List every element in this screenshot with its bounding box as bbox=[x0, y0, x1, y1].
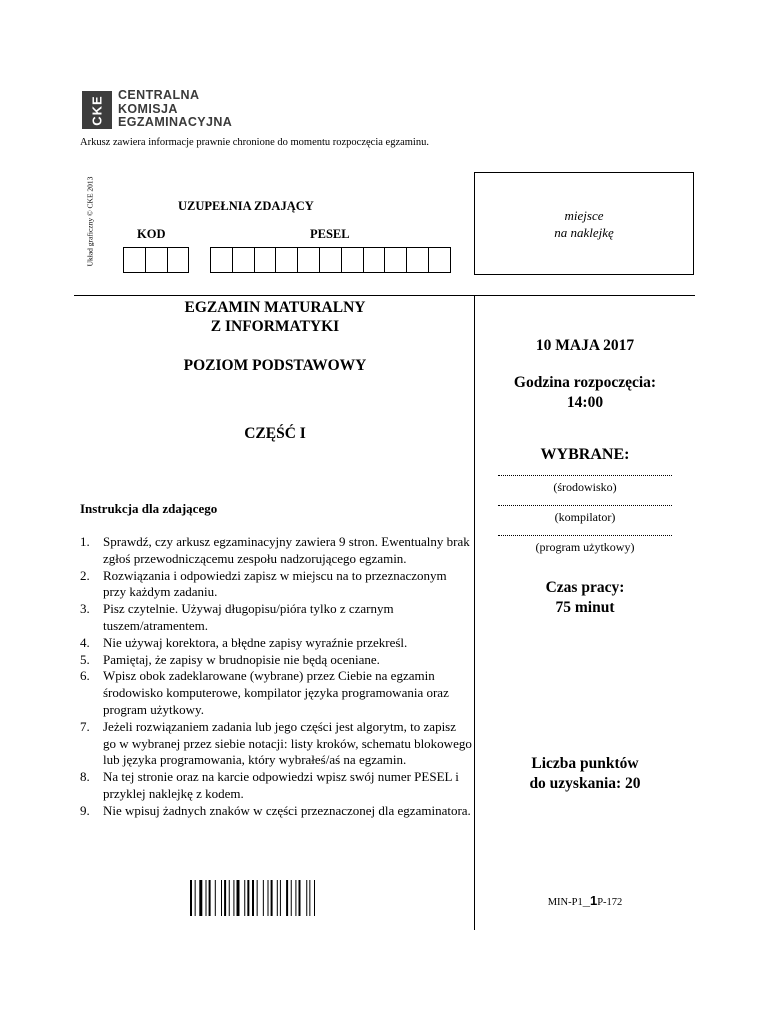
barcode-bar bbox=[252, 880, 254, 916]
logo-line: EGZAMINACYJNA bbox=[118, 115, 233, 129]
barcode-bar bbox=[224, 880, 226, 916]
work-time-value: 75 minut bbox=[555, 599, 615, 616]
pesel-digit-box[interactable] bbox=[364, 247, 386, 273]
sticker-area bbox=[474, 172, 694, 275]
barcode-bar bbox=[291, 880, 292, 916]
barcode-bar bbox=[277, 880, 278, 916]
barcode-bar bbox=[195, 880, 196, 916]
pesel-digit-box[interactable] bbox=[385, 247, 407, 273]
kod-label: KOD bbox=[137, 227, 166, 241]
work-time-label: Czas pracy: bbox=[545, 579, 625, 596]
instruction-item: 8. Na tej stronie oraz na karcie odpowiedzi wpisz swój numer PESEL i przyklej naklejkę z kodem. bbox=[80, 769, 459, 801]
exam-code: MIN-P1_1P-172 bbox=[547, 893, 623, 908]
pesel-boxes[interactable] bbox=[210, 247, 451, 273]
points-label: Liczba punktów bbox=[531, 755, 639, 772]
work-time-block bbox=[476, 578, 694, 618]
horizontal-divider bbox=[74, 295, 695, 296]
barcode-bar bbox=[268, 880, 269, 916]
barcode-bar bbox=[206, 880, 207, 916]
barcode-bar bbox=[280, 880, 281, 916]
compiler-caption: (kompilator) bbox=[554, 510, 616, 524]
barcode-bar bbox=[229, 880, 230, 916]
pesel-digit-box[interactable] bbox=[255, 247, 277, 273]
barcode-bar bbox=[237, 880, 240, 916]
candidate-section-heading: UZUPEŁNIA ZDAJĄCY bbox=[178, 199, 314, 213]
chosen-heading: WYBRANE: bbox=[540, 446, 630, 463]
barcode-bar bbox=[190, 880, 192, 916]
barcode-bar bbox=[244, 880, 245, 916]
instruction-item: 3. Pisz czytelnie. Używaj długopisu/pióra tylko z czarnym tuszem/atramentem. bbox=[80, 601, 394, 633]
instructions-list bbox=[80, 534, 472, 820]
exam-title-line: EGZAMIN MATURALNY bbox=[184, 299, 366, 316]
barcode-bar bbox=[209, 880, 211, 916]
application-line[interactable] bbox=[498, 535, 672, 536]
barcode-bar bbox=[263, 880, 264, 916]
pesel-digit-box[interactable] bbox=[211, 247, 233, 273]
sticker-text: miejsce bbox=[564, 207, 604, 223]
logo-line: KOMISJA bbox=[118, 101, 178, 116]
barcode-bar bbox=[233, 880, 234, 916]
instruction-item: 2. Rozwiązania i odpowiedzi zapisz w miejscu na to przeznaczonym przy każdym zadaniu. bbox=[80, 567, 447, 600]
start-time-label: Godzina rozpoczęcia: bbox=[513, 374, 657, 391]
environment-line[interactable] bbox=[498, 475, 672, 476]
pesel-digit-box[interactable] bbox=[276, 247, 298, 273]
barcode-bar bbox=[215, 880, 216, 916]
barcode-bar bbox=[247, 880, 249, 916]
logo-line: CENTRALNA bbox=[118, 88, 200, 102]
barcode-bar bbox=[286, 880, 288, 916]
barcode-bar bbox=[199, 880, 202, 916]
barcode-bar bbox=[299, 880, 301, 916]
barcode-image bbox=[190, 880, 358, 916]
instruction-item: 1. Sprawdź, czy arkusz egzaminacyjny zawiera 9 stron. Ewentualny brak zgłoś przewodniczącemu zespołu nadzorującego egzamin. bbox=[80, 534, 470, 566]
exam-part: CZĘŚĆ I bbox=[244, 425, 306, 442]
exam-title-line: Z INFORMATYKI bbox=[210, 318, 340, 335]
confidentiality-notice: Arkusz zawiera informacje prawnie chronione do momentu rozpoczęcia egzaminu. bbox=[80, 137, 429, 148]
barcode-bar bbox=[314, 880, 315, 916]
compiler-line[interactable] bbox=[498, 505, 672, 506]
application-caption: (program użytkowy) bbox=[535, 540, 635, 554]
sticker-text: na naklejkę bbox=[554, 224, 614, 240]
instruction-item: 7. Jeżeli rozwiązaniem zadania lub jego części jest algorytm, to zapisz go w wybranej przez siebie notacji: listy kroków, schematu blokowego lub języka programowania, który wybrałeś/aś na egzamin. bbox=[80, 718, 472, 768]
instruction-item: 9. Nie wpisuj żadnych znaków w części przeznaczonej dla egzaminatora. bbox=[80, 802, 471, 818]
exam-date: 10 MAJA 2017 bbox=[535, 337, 635, 354]
instruction-item: 6. Wpisz obok zadeklarowane (wybrane) przez Ciebie na egzamin środowisko komputerowe, kompilator języka programowania oraz program użytkowy. bbox=[80, 668, 449, 717]
cke-logo-mark: CKE bbox=[82, 91, 112, 129]
kod-digit-box[interactable] bbox=[146, 247, 168, 273]
exam-level: POZIOM PODSTAWOWY bbox=[183, 357, 367, 374]
exam-title bbox=[80, 298, 470, 336]
pesel-digit-box[interactable] bbox=[233, 247, 255, 273]
cke-logo-text bbox=[118, 89, 232, 130]
instructions-heading: Instrukcja dla zdającego bbox=[80, 501, 218, 516]
pesel-digit-box[interactable] bbox=[342, 247, 364, 273]
vertical-divider bbox=[474, 295, 475, 930]
graphic-layout-credit: Układ graficzny © CKE 2013 bbox=[85, 176, 95, 267]
kod-digit-box[interactable] bbox=[124, 247, 146, 273]
environment-caption: (środowisko) bbox=[553, 480, 617, 494]
instruction-item: 5. Pamiętaj, że zapisy w brudnopisie nie będą oceniane. bbox=[80, 651, 380, 667]
start-time-value: 14:00 bbox=[566, 394, 604, 411]
kod-boxes[interactable] bbox=[123, 247, 189, 273]
barcode-bar bbox=[257, 880, 258, 916]
points-value: do uzyskania: 20 bbox=[529, 775, 641, 792]
barcode-bar bbox=[295, 880, 296, 916]
barcode-bar bbox=[221, 880, 222, 916]
instruction-item: 4. Nie używaj korektora, a błędne zapisy wyraźnie przekreśl. bbox=[80, 634, 408, 650]
pesel-digit-box[interactable] bbox=[429, 247, 451, 273]
pesel-digit-box[interactable] bbox=[407, 247, 429, 273]
points-block bbox=[476, 754, 694, 794]
barcode-bar bbox=[271, 880, 273, 916]
kod-digit-box[interactable] bbox=[168, 247, 190, 273]
start-time-block bbox=[476, 373, 694, 413]
barcode-bar bbox=[306, 880, 307, 916]
pesel-digit-box[interactable] bbox=[320, 247, 342, 273]
pesel-digit-box[interactable] bbox=[298, 247, 320, 273]
pesel-label: PESEL bbox=[310, 227, 350, 241]
barcode-bar bbox=[309, 880, 310, 916]
